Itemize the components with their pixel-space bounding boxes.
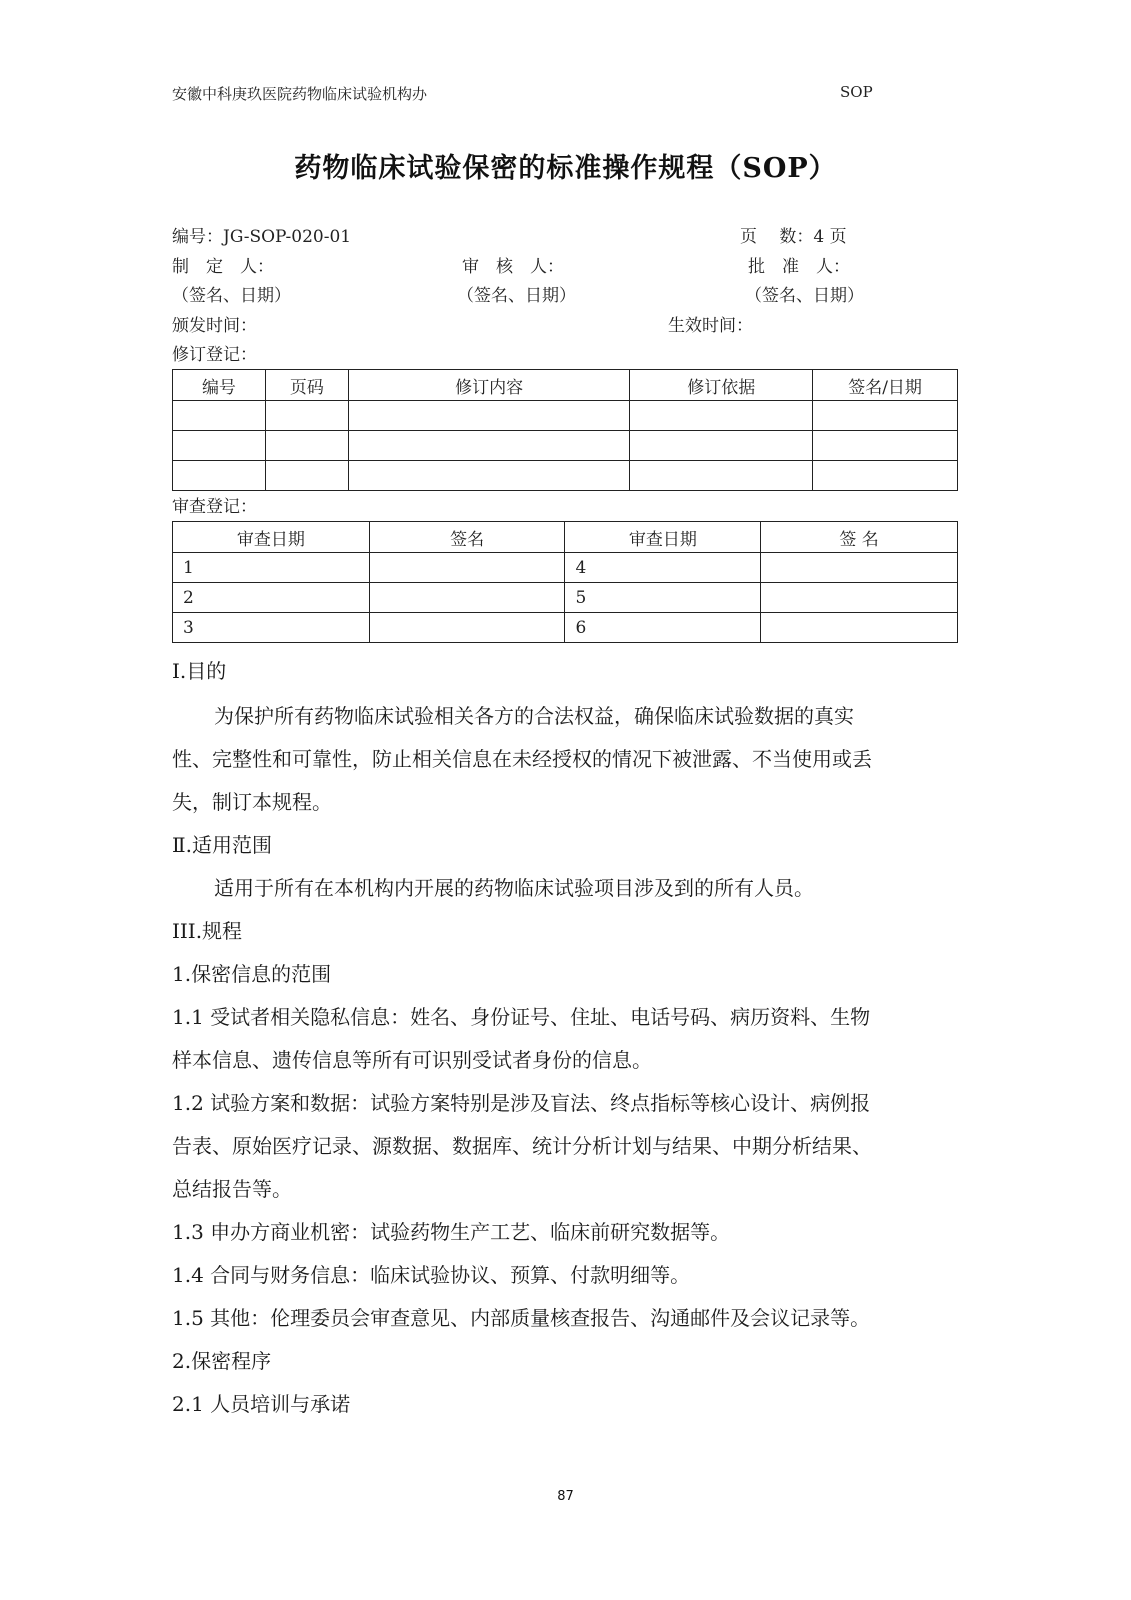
item-1-2-line-3: 总结报告等。 xyxy=(172,1177,292,1201)
table-cell[interactable] xyxy=(761,613,958,643)
section-1-paragraph-line-3: 失，制订本规程。 xyxy=(172,790,332,814)
revision-header-basis: 修订依据 xyxy=(630,370,813,401)
doc-number: 编号：JG-SOP-020-01 xyxy=(172,227,352,247)
page-title: 药物临床试验保密的标准操作规程（SOP） xyxy=(294,153,837,184)
item-1-5: 1.5 其他：伦理委员会审查意见、内部质量核查报告、沟通邮件及会议记录等。 xyxy=(172,1306,871,1330)
review-header-sign-2: 签 名 xyxy=(761,522,958,553)
table-row xyxy=(173,431,958,461)
table-cell[interactable] xyxy=(348,461,630,491)
table-cell[interactable] xyxy=(813,461,958,491)
review-header-sign-1: 签名 xyxy=(369,522,565,553)
item-2-1: 2.1 人员培训与承诺 xyxy=(172,1392,351,1416)
table-cell[interactable] xyxy=(173,431,266,461)
review-table xyxy=(172,521,958,643)
header-tag: SOP xyxy=(840,83,873,101)
item-1-2-line-2: 告表、原始医疗记录、源数据、数据库、统计分析计划与结果、中期分析结果、 xyxy=(172,1134,872,1158)
table-cell[interactable] xyxy=(265,401,348,431)
table-cell[interactable] xyxy=(630,431,813,461)
review-header-date-1: 审查日期 xyxy=(173,522,370,553)
item-1-3: 1.3 申办方商业机密：试验药物生产工艺、临床前研究数据等。 xyxy=(172,1220,731,1244)
section-2-title: Ⅱ.适用范围 xyxy=(172,833,272,857)
revision-header-row xyxy=(173,370,958,401)
revision-header-content: 修订内容 xyxy=(348,370,630,401)
section-3-title: III.规程 xyxy=(172,919,243,943)
heading-2: 2.保密程序 xyxy=(172,1349,272,1373)
table-cell[interactable]: 5 xyxy=(565,583,761,613)
revision-header-no: 编号 xyxy=(173,370,266,401)
table-cell[interactable] xyxy=(630,461,813,491)
revision-table xyxy=(172,369,958,491)
table-row xyxy=(173,613,958,643)
sign-date-2: （签名、日期） xyxy=(457,286,576,306)
review-label: 审查登记： xyxy=(172,497,257,517)
table-cell[interactable] xyxy=(813,431,958,461)
table-cell[interactable] xyxy=(173,401,266,431)
reviewer-label: 审 核 人： xyxy=(462,257,564,277)
table-row xyxy=(173,401,958,431)
effective-time-label: 生效时间： xyxy=(668,316,753,336)
table-cell[interactable] xyxy=(630,401,813,431)
table-cell[interactable] xyxy=(761,553,958,583)
table-row xyxy=(173,553,958,583)
sign-date-1: （签名、日期） xyxy=(172,286,291,306)
page-count: 页 数：4 页 xyxy=(740,227,847,247)
revision-header-sign-date: 签名/日期 xyxy=(813,370,958,401)
table-cell[interactable]: 6 xyxy=(565,613,761,643)
section-1-paragraph-line-2: 性、完整性和可靠性，防止相关信息在未经授权的情况下被泄露、不当使用或丢 xyxy=(172,747,872,771)
table-cell[interactable]: 3 xyxy=(173,613,370,643)
item-1-1-line-2: 样本信息、遗传信息等所有可识别受试者身份的信息。 xyxy=(172,1048,652,1072)
table-cell[interactable] xyxy=(369,553,565,583)
section-1-title: Ⅰ.目的 xyxy=(172,659,227,683)
table-cell[interactable] xyxy=(265,431,348,461)
table-cell[interactable] xyxy=(348,401,630,431)
revision-header-page: 页码 xyxy=(265,370,348,401)
table-cell[interactable] xyxy=(369,613,565,643)
table-cell[interactable] xyxy=(761,583,958,613)
table-row xyxy=(173,461,958,491)
table-cell[interactable]: 2 xyxy=(173,583,370,613)
header-org: 安徽中科庚玖医院药物临床试验机构办 xyxy=(172,85,428,103)
sign-date-3: （签名、日期） xyxy=(745,286,864,306)
approver-label: 批 准 人： xyxy=(748,257,850,277)
drafter-label: 制 定 人： xyxy=(172,257,274,277)
section-2-paragraph: 适用于所有在本机构内开展的药物临床试验项目涉及到的所有人员。 xyxy=(214,876,814,900)
item-1-4: 1.4 合同与财务信息：临床试验协议、预算、付款明细等。 xyxy=(172,1263,691,1287)
table-cell[interactable] xyxy=(813,401,958,431)
table-cell[interactable] xyxy=(173,461,266,491)
page-number: 87 xyxy=(557,1489,574,1504)
table-cell[interactable] xyxy=(348,431,630,461)
review-header-row xyxy=(173,522,958,553)
heading-1: 1.保密信息的范围 xyxy=(172,962,332,986)
section-1-paragraph-line-1: 为保护所有药物临床试验相关各方的合法权益，确保临床试验数据的真实 xyxy=(214,704,854,728)
table-cell[interactable]: 1 xyxy=(173,553,370,583)
table-row xyxy=(173,583,958,613)
item-1-2-line-1: 1.2 试验方案和数据：试验方案特别是涉及盲法、终点指标等核心设计、病例报 xyxy=(172,1091,871,1115)
revision-label: 修订登记： xyxy=(172,345,257,365)
table-cell[interactable] xyxy=(265,461,348,491)
table-cell[interactable] xyxy=(369,583,565,613)
review-header-date-2: 审查日期 xyxy=(565,522,761,553)
issue-time-label: 颁发时间： xyxy=(172,316,257,336)
table-cell[interactable]: 4 xyxy=(565,553,761,583)
item-1-1-line-1: 1.1 受试者相关隐私信息：姓名、身份证号、住址、电话号码、病历资料、生物 xyxy=(172,1005,871,1029)
